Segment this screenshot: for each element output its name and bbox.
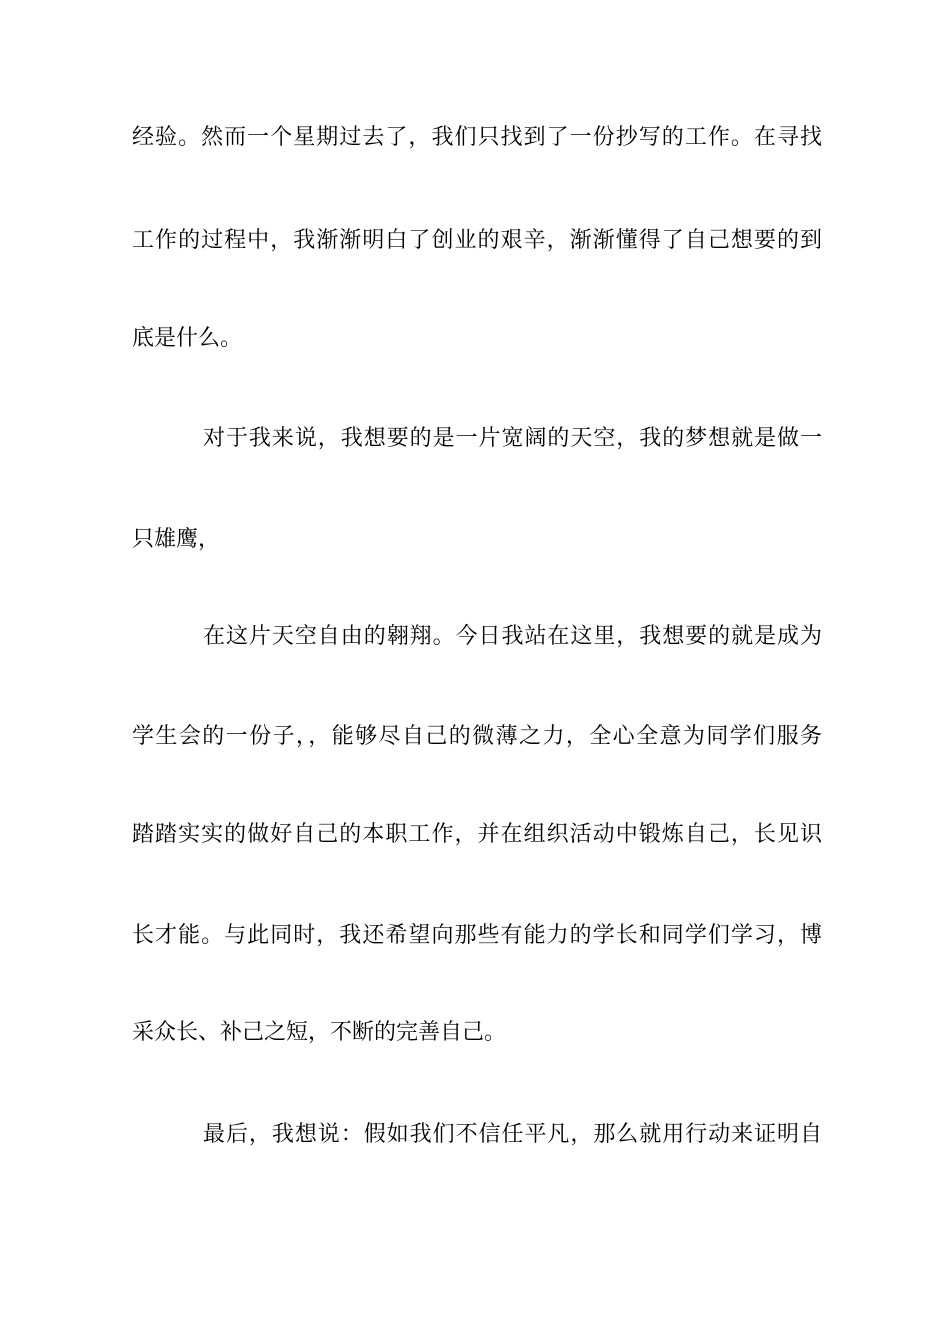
text-line-3: 底是什么。 <box>132 326 243 351</box>
text-line-4: 对于我来说，我想要的是一片宽阔的天空，我的梦想就是做一 <box>203 426 822 451</box>
text-line-6: 在这片天空自由的翱翔。今日我站在这里，我想要的就是成为 <box>203 624 822 649</box>
text-line-1: 经验。然而一个星期过去了，我们只找到了一份抄写的工作。在寻找 <box>132 125 822 150</box>
text-line-7: 学生会的一份子，，能够尽自己的微薄之力，全心全意为同学们服务 <box>132 724 822 749</box>
text-line-2: 工作的过程中，我渐渐明白了创业的艰辛，渐渐懂得了自己想要的到 <box>132 228 822 253</box>
text-line-9: 长才能。与此同时，我还希望向那些有能力的学长和同学们学习，博 <box>132 923 822 948</box>
text-line-11: 最后，我想说：假如我们不信任平凡，那么就用行动来证明自 <box>203 1122 822 1147</box>
text-line-5: 只雄鹰， <box>132 527 221 552</box>
text-line-8: 踏踏实实的做好自己的本职工作，并在组织活动中锻炼自己，长见识 <box>132 822 822 847</box>
text-line-10: 采众长、补己之短，不断的完善自己。 <box>132 1020 507 1045</box>
